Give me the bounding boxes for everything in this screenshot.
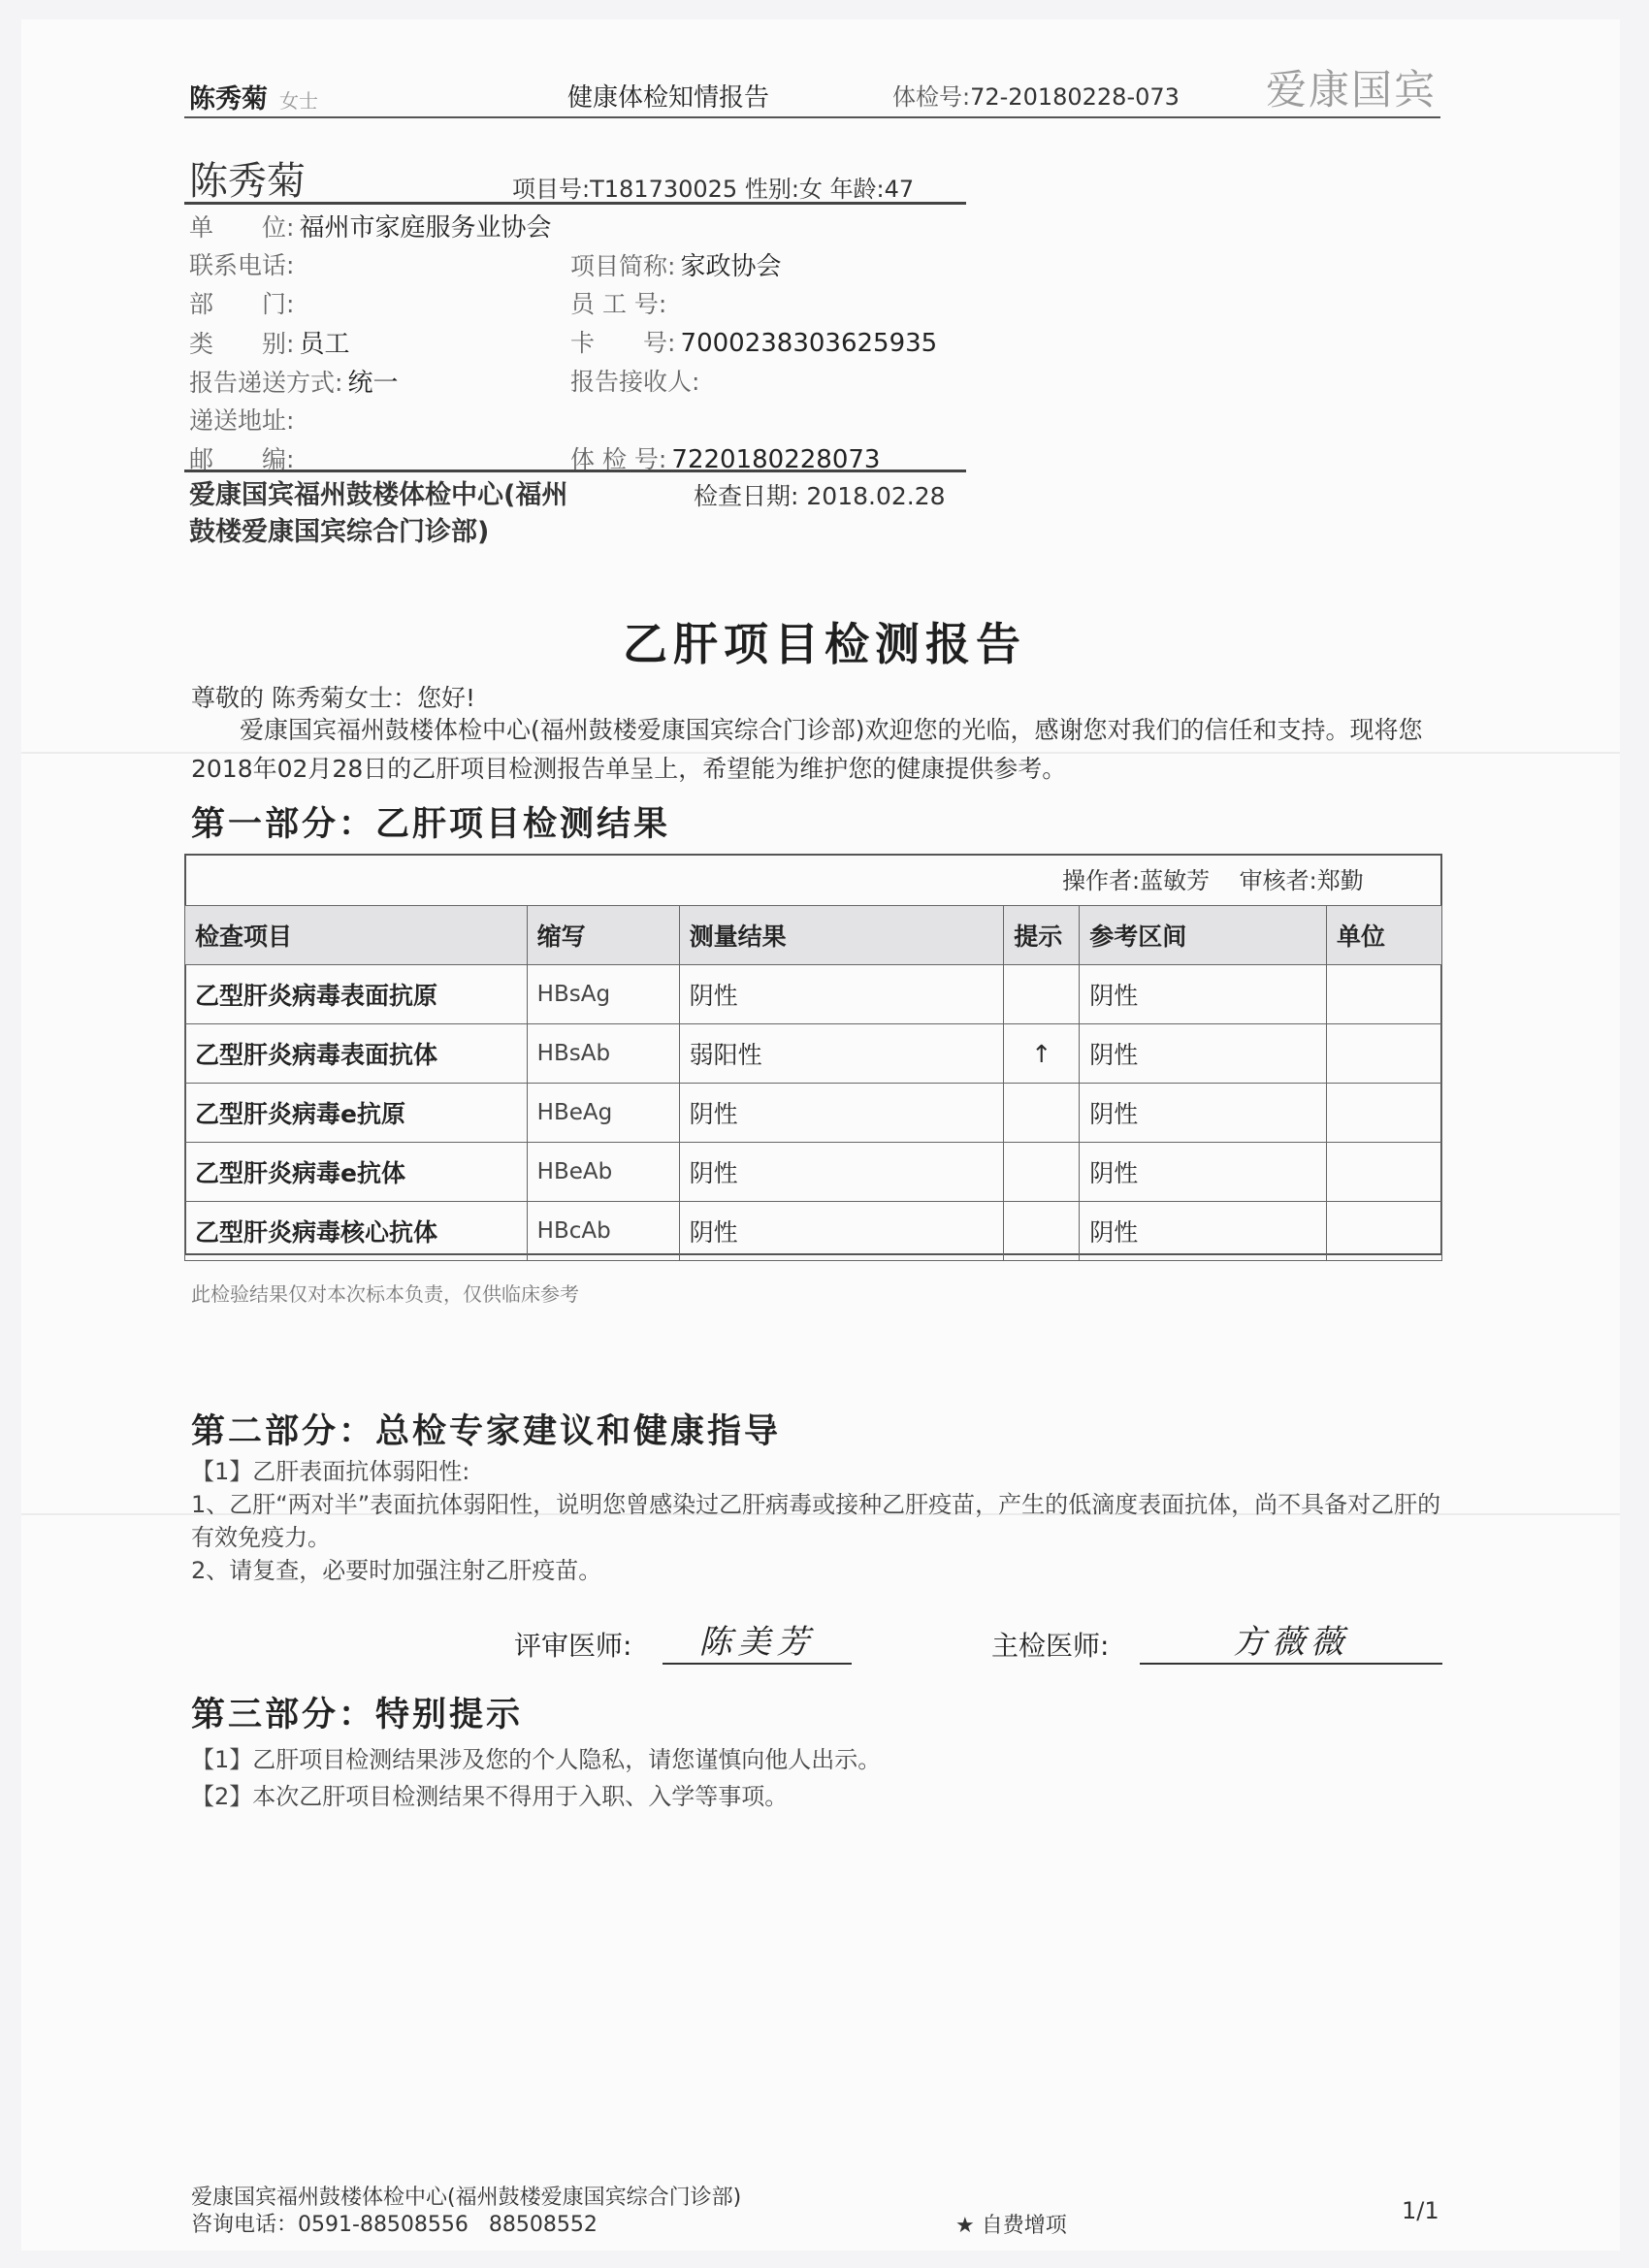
exam-date-label: 检查日期: bbox=[694, 482, 799, 510]
cell-hint bbox=[1004, 1084, 1080, 1143]
col-header-unit: 单位 bbox=[1327, 906, 1442, 965]
info-exam-no-value: 7220180228073 bbox=[671, 445, 881, 474]
operator-label: 操作者: bbox=[1062, 867, 1141, 894]
cell-hint: ↑ bbox=[1004, 1024, 1080, 1084]
cell-hint bbox=[1004, 1143, 1080, 1202]
card-row bbox=[570, 324, 937, 359]
col-header-result: 测量结果 bbox=[679, 906, 1004, 965]
category-row bbox=[189, 324, 350, 360]
table-row bbox=[185, 1143, 1442, 1202]
project-abbr-row bbox=[570, 246, 782, 282]
cell-ref: 阴性 bbox=[1080, 965, 1327, 1024]
project-no-label: 项目号: bbox=[512, 176, 591, 203]
results-table bbox=[184, 905, 1442, 1261]
footer-phone bbox=[191, 2212, 741, 2239]
reviewer-doctor-signature: 陈美芳 bbox=[663, 1615, 852, 1665]
postcode-label: 邮 编: bbox=[189, 445, 295, 473]
reviewer-label: 审核者: bbox=[1239, 867, 1317, 894]
advice-list bbox=[191, 1455, 1452, 1587]
cell-unit bbox=[1327, 1202, 1442, 1261]
unit-row bbox=[189, 208, 552, 243]
special-note-2: 【2】本次乙肝项目检测结果不得用于入职、入学等事项。 bbox=[191, 1783, 789, 1810]
footer-info bbox=[191, 2185, 741, 2239]
category-label: 类 别: bbox=[189, 330, 295, 358]
exam-date-row bbox=[694, 477, 946, 512]
operator-line bbox=[1062, 861, 1364, 895]
header-exam-number-value: 72-20180228-073 bbox=[970, 83, 1180, 111]
greeting: 尊敬的 陈秀菊女士：您好! bbox=[191, 684, 475, 712]
cell-abbr: HBcAb bbox=[527, 1202, 679, 1261]
cell-item: 乙型肝炎病毒e抗体 bbox=[185, 1143, 528, 1202]
cell-ref: 阴性 bbox=[1080, 1202, 1327, 1261]
receiver-label: 报告接收人: bbox=[570, 368, 700, 396]
project-abbr-value: 家政协会 bbox=[680, 252, 782, 281]
report-title: 乙肝项目检测报告 bbox=[623, 618, 1026, 670]
cell-hint bbox=[1004, 965, 1080, 1024]
header-title: 女士 bbox=[279, 89, 318, 113]
operator-name: 蓝敏芳 bbox=[1140, 867, 1211, 894]
patient-meta bbox=[512, 170, 914, 204]
cell-ref: 阴性 bbox=[1080, 1084, 1327, 1143]
cell-abbr: HBeAg bbox=[527, 1084, 679, 1143]
special-note-1: 【1】乙肝项目检测结果涉及您的个人隐私，请您谨慎向他人出示。 bbox=[191, 1746, 882, 1773]
cell-item: 乙型肝炎病毒表面抗体 bbox=[185, 1024, 528, 1084]
employee-no-row bbox=[570, 285, 666, 320]
col-header-abbr: 缩写 bbox=[527, 906, 679, 965]
footer-phone-1: 0591-88508556 bbox=[298, 2213, 469, 2237]
brand-logo-text: 爱康国宾 bbox=[1266, 66, 1438, 113]
dept-row bbox=[189, 285, 294, 320]
footer-phone-2: 88508552 bbox=[488, 2213, 598, 2237]
cell-item: 乙型肝炎病毒e抗原 bbox=[185, 1084, 528, 1143]
project-abbr-label: 项目简称: bbox=[570, 252, 676, 280]
cell-ref: 阴性 bbox=[1080, 1024, 1327, 1084]
card-label: 卡 号: bbox=[570, 329, 676, 357]
header-report-name: 健康体检知情报告 bbox=[567, 83, 770, 113]
footer-phone-label: 咨询电话： bbox=[191, 2213, 299, 2237]
col-header-ref: 参考区间 bbox=[1080, 906, 1327, 965]
chief-doctor-signature: 方薇薇 bbox=[1140, 1615, 1442, 1665]
unit-label: 单 位: bbox=[189, 213, 295, 242]
dept-label: 部 门: bbox=[189, 290, 295, 318]
age-label: 年龄: bbox=[829, 176, 885, 203]
cell-hint bbox=[1004, 1202, 1080, 1261]
reviewer-name: 郑勤 bbox=[1316, 867, 1364, 894]
cell-result: 弱阳性 bbox=[679, 1024, 1004, 1084]
cell-result: 阴性 bbox=[679, 1143, 1004, 1202]
results-disclaimer: 此检验结果仅对本次标本负责，仅供临床参考 bbox=[191, 1282, 579, 1306]
header-exam-number bbox=[892, 78, 1180, 112]
reviewer-doctor-label: 评审医师: bbox=[514, 1630, 632, 1662]
advice-line-1: 1、乙肝“两对半”表面抗体弱阳性，说明您曾感染过乙肝病毒或接种乙肝疫苗，产生的低滴度表面抗体，尚不具备对乙肝的有效免疫力。 bbox=[191, 1491, 1441, 1551]
footer-center: 爱康国宾福州鼓楼体检中心(福州鼓楼爱康国宾综合门诊部) bbox=[191, 2186, 742, 2210]
cell-item: 乙型肝炎病毒核心抗体 bbox=[185, 1202, 528, 1261]
cell-result: 阴性 bbox=[679, 1084, 1004, 1143]
cell-item: 乙型肝炎病毒表面抗原 bbox=[185, 965, 528, 1024]
cell-unit bbox=[1327, 1143, 1442, 1202]
card-value: 7000238303625935 bbox=[680, 329, 938, 358]
category-value: 员工 bbox=[299, 330, 350, 359]
cell-result: 阴性 bbox=[679, 1202, 1004, 1261]
phone-label: 联系电话: bbox=[189, 251, 295, 279]
advice-heading: 【1】乙肝表面抗体弱阳性: bbox=[191, 1458, 470, 1485]
employee-no-label: 员 工 号: bbox=[570, 290, 667, 318]
delivery-value: 统一 bbox=[347, 369, 399, 398]
cell-abbr: HBsAb bbox=[527, 1024, 679, 1084]
table-header-row bbox=[185, 906, 1442, 965]
intro-paragraph: 爱康国宾福州鼓楼体检中心(福州鼓楼爱康国宾综合门诊部)欢迎您的光临，感谢您对我们的信任和支持。现将您2018年02月28日的乙肝项目检测报告单呈上，希望能为维护您的健康提供参考。 bbox=[191, 716, 1423, 783]
cell-unit bbox=[1327, 1024, 1442, 1084]
chief-doctor-label: 主检医师: bbox=[991, 1630, 1110, 1662]
table-row bbox=[185, 1202, 1442, 1261]
delivery-label: 报告递送方式: bbox=[189, 369, 343, 397]
address-label: 递送地址: bbox=[189, 406, 295, 435]
exam-center-name: 爱康国宾福州鼓楼体检中心(福州鼓楼爱康国宾综合门诊部) bbox=[189, 480, 568, 547]
header-divider bbox=[184, 116, 1440, 118]
project-no: T181730025 bbox=[590, 176, 738, 203]
section3-title: 第三部分：特别提示 bbox=[191, 1695, 524, 1734]
cell-abbr: HBeAb bbox=[527, 1143, 679, 1202]
col-header-hint: 提示 bbox=[1004, 906, 1080, 965]
advice-line-2: 2、请复查，必要时加强注射乙肝疫苗。 bbox=[191, 1557, 602, 1584]
info-divider-top bbox=[184, 202, 966, 205]
cell-unit bbox=[1327, 965, 1442, 1024]
header-exam-number-label: 体检号: bbox=[892, 83, 971, 111]
table-row bbox=[185, 1024, 1442, 1084]
gender: 女 bbox=[798, 176, 823, 203]
gender-label: 性别: bbox=[744, 176, 799, 203]
header-patient-name bbox=[189, 78, 318, 115]
unit-value: 福州市家庭服务业协会 bbox=[299, 213, 552, 243]
header-name-text: 陈秀菊 bbox=[189, 84, 268, 114]
section2-title: 第二部分：总检专家建议和健康指导 bbox=[191, 1411, 782, 1451]
receiver-row bbox=[570, 363, 699, 398]
special-notes bbox=[191, 1741, 881, 1815]
phone-row bbox=[189, 246, 294, 281]
exam-date-value: 2018.02.28 bbox=[806, 482, 946, 510]
section1-title: 第一部分：乙肝项目检测结果 bbox=[191, 804, 671, 844]
info-exam-no-label: 体 检 号: bbox=[570, 445, 667, 473]
age: 47 bbox=[884, 176, 915, 203]
self-pay-marker: ★ 自费增项 bbox=[955, 2214, 1067, 2238]
delivery-row bbox=[189, 363, 399, 399]
cell-result: 阴性 bbox=[679, 965, 1004, 1024]
info-divider-bottom bbox=[184, 470, 966, 472]
address-row bbox=[189, 402, 294, 437]
cell-ref: 阴性 bbox=[1080, 1143, 1327, 1202]
cell-unit bbox=[1327, 1084, 1442, 1143]
patient-name: 陈秀菊 bbox=[189, 159, 306, 204]
page-number: 1/1 bbox=[1402, 2197, 1439, 2224]
cell-abbr: HBsAg bbox=[527, 965, 679, 1024]
table-row bbox=[185, 965, 1442, 1024]
col-header-item: 检查项目 bbox=[185, 906, 528, 965]
table-row bbox=[185, 1084, 1442, 1143]
